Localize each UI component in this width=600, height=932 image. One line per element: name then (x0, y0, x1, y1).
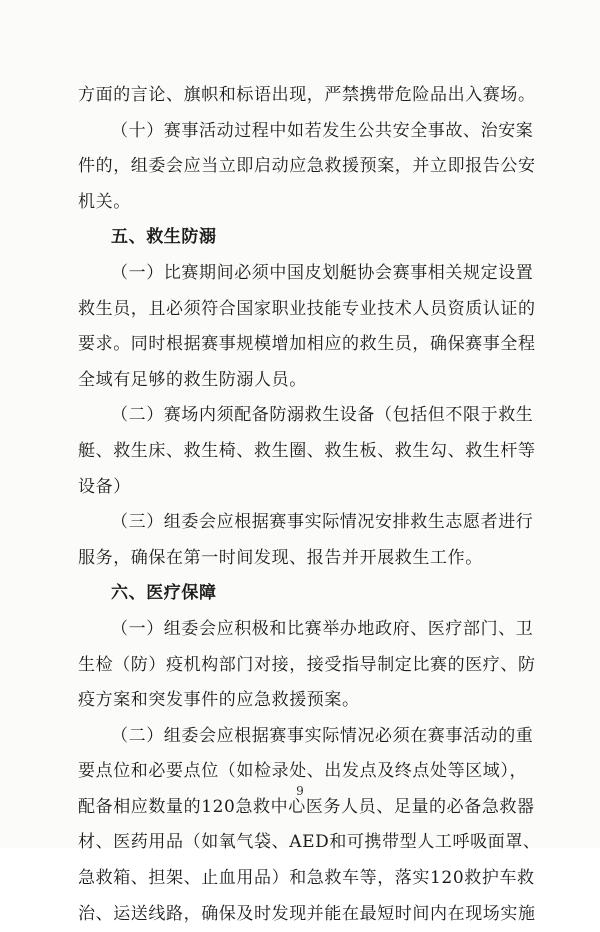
text-line: （二）组委会应根据赛事实际情况必须在赛事活动的重 (111, 725, 534, 746)
text-line: （三）组委会应根据赛事实际情况安排救生志愿者进行 (111, 512, 534, 533)
text-line: 全域有足够的救生防溺人员。 (78, 369, 307, 390)
text-line: （一）比赛期间必须中国皮划艇协会赛事相关规定设置 (111, 262, 534, 283)
text-line: 疫方案和突发事件的应急救援预案。 (78, 690, 360, 711)
text-line: 配备相应数量的120急救中心医务人员、足量的必备急救器 (78, 796, 535, 817)
text-line: 救生员，且必须符合国家职业技能专业技术人员资质认证的 (78, 298, 536, 319)
text-line: 急救箱、担架、止血用品）和急救车等，落实120救护车救 (78, 868, 535, 889)
text-line: 生检（防）疫机构部门对接，接受指导制定比赛的医疗、防 (78, 654, 536, 675)
text-line: （一）组委会应积极和比赛举办地政府、医疗部门、卫 (111, 618, 534, 639)
text-line: 件的，组委会应当立即启动应急救援预案，并立即报告公安 (78, 156, 536, 177)
document-body (78, 78, 541, 932)
section-heading-lifesaving: 五、救生防溺 (111, 227, 217, 248)
text-line: 服务，确保在第一时间发现、报告并开展救生工作。 (78, 547, 483, 568)
text-line: 艇、救生床、救生椅、救生圈、救生板、救生勾、救生杆等 (78, 440, 536, 461)
text-line: 要求。同时根据赛事规模增加相应的救生员，确保赛事全程 (78, 334, 536, 355)
text-line: 治、运送线路，确保及时发现并能在最短时间内在现场实施 (78, 903, 536, 924)
text-line: 材、医药用品（如氧气袋、AED和可携带型人工呼吸面罩、 (78, 832, 541, 853)
text-line: （十）赛事活动过程中如若发生公共安全事故、治安案 (111, 120, 534, 141)
text-line: 方面的言论、旗帜和标语出现，严禁携带危险品出入赛场。 (78, 85, 536, 105)
text-line: 设备） (78, 476, 131, 497)
page-number: 9 (296, 784, 304, 798)
text-line: （二）赛场内须配备防溺救生设备（包括但不限于救生 (111, 405, 534, 426)
text-line: 机关。 (78, 191, 131, 212)
section-heading-medical: 六、医疗保障 (111, 583, 217, 604)
text-line: 要点位和必要点位（如检录处、出发点及终点处等区域）， (78, 761, 528, 782)
